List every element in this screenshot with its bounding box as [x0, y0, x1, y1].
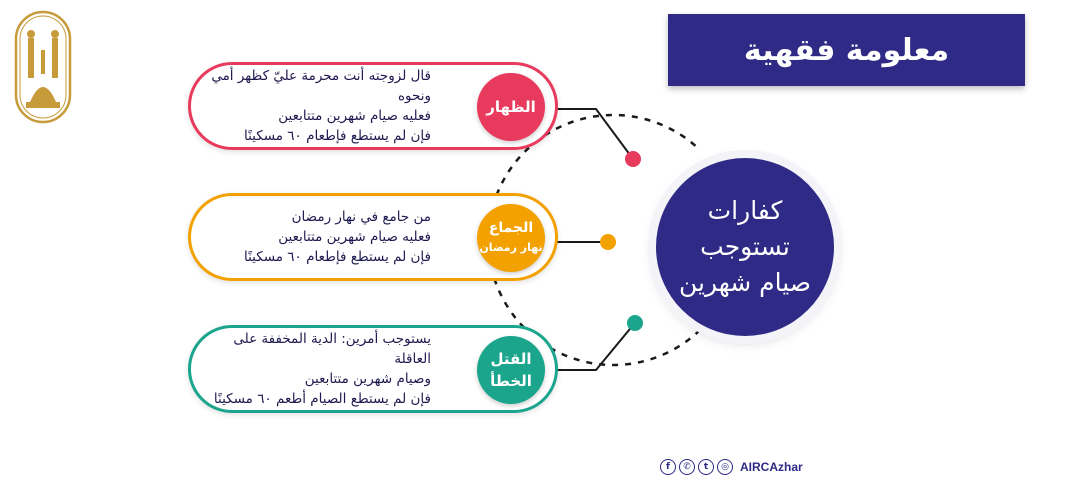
center-line-3: صيام شهرين — [678, 268, 812, 297]
red-connector-dot — [625, 151, 641, 167]
card-text-line: فإن لم يستطع فإطعام ٦٠ مسكينًا — [244, 249, 431, 265]
card-text-line: يستوجب أمرين: الدية المخففة على العاقلة — [233, 331, 431, 367]
social-footer — [660, 457, 803, 477]
page-title: معلومة فقهية — [743, 32, 950, 68]
instagram-icon[interactable]: ◎ — [717, 459, 733, 475]
teal-connector-dot — [627, 315, 643, 331]
card-text — [201, 196, 431, 278]
info-card-jima — [188, 193, 558, 281]
info-card-zihar — [188, 62, 558, 150]
center-line-1: كفارات — [707, 196, 783, 225]
orange-connector-dot — [600, 234, 616, 250]
badge-label: القتل — [490, 350, 532, 368]
card-text — [201, 65, 431, 147]
center-circle — [656, 158, 834, 336]
card-text-line: قال لزوجته أنت محرمة عليّ كظهر أمي ونحوه — [211, 68, 431, 104]
card-text-line: وصيام شهرين متتابعين — [304, 371, 431, 387]
badge-sublabel: الخطأ — [490, 372, 532, 390]
card-badge — [477, 73, 545, 141]
card-badge — [477, 204, 545, 272]
card-badge — [477, 336, 545, 404]
card-text-line: فإن لم يستطع فإطعام ٦٠ مسكينًا — [244, 128, 431, 144]
badge-label: الظهار — [486, 98, 536, 116]
card-text — [201, 328, 431, 410]
info-card-qatl — [188, 325, 558, 413]
twitter-icon[interactable]: t — [698, 459, 714, 475]
card-text-line: فعليه صيام شهرين متتابعين — [278, 108, 431, 124]
card-text-line: من جامع في نهار رمضان — [291, 209, 431, 225]
card-text-line: فإن لم يستطع الصيام أطعم ٦٠ مسكينًا — [213, 391, 431, 407]
badge-label: الجماع — [488, 220, 534, 236]
social-handle[interactable]: AIRCAzhar — [740, 460, 803, 474]
center-line-2: تستوجب — [700, 232, 790, 261]
facebook-icon[interactable]: f — [660, 459, 676, 475]
badge-sublabel: نهار رمضان — [479, 241, 543, 254]
whatsapp-icon[interactable]: ✆ — [679, 459, 695, 475]
card-text-line: فعليه صيام شهرين متتابعين — [278, 229, 431, 245]
